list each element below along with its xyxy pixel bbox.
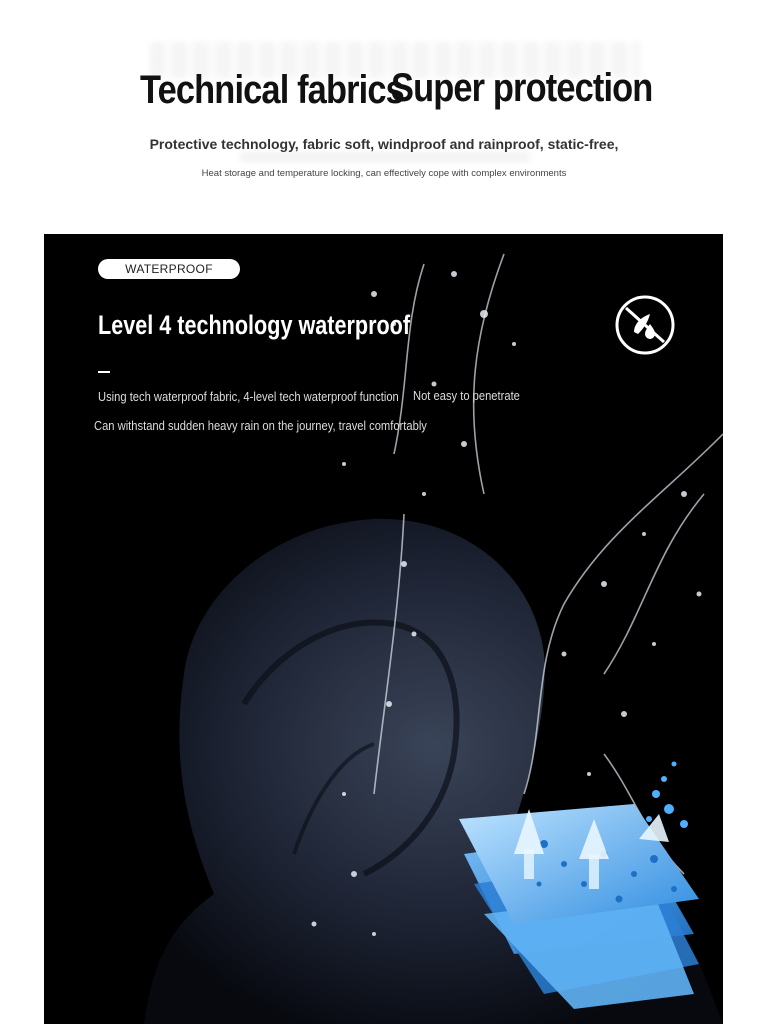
description-line-1: Using tech waterproof fabric, 4-level tech waterproof function <box>98 389 399 404</box>
description-line-2: Can withstand sudden heavy rain on the journey, travel comfortably <box>94 418 427 433</box>
waterproof-badge: WATERPROOF <box>98 259 240 279</box>
panel-headline: Level 4 technology waterproof <box>98 310 411 340</box>
headline-divider <box>98 371 110 373</box>
subtitle: Protective technology, fabric soft, windproof and rainproof, static-free, <box>149 136 619 152</box>
description-line-1-suffix: Not easy to penetrate <box>413 388 520 403</box>
title-right: Super protection <box>391 66 653 110</box>
ghost-subtitle-background <box>240 152 530 162</box>
no-water-icon <box>614 294 676 356</box>
subtitle-small: Heat storage and temperature locking, can effectively cope with complex environments <box>201 168 567 179</box>
header <box>0 0 768 234</box>
title-left: Technical fabrics <box>140 68 404 112</box>
waterproof-panel <box>44 234 723 1024</box>
